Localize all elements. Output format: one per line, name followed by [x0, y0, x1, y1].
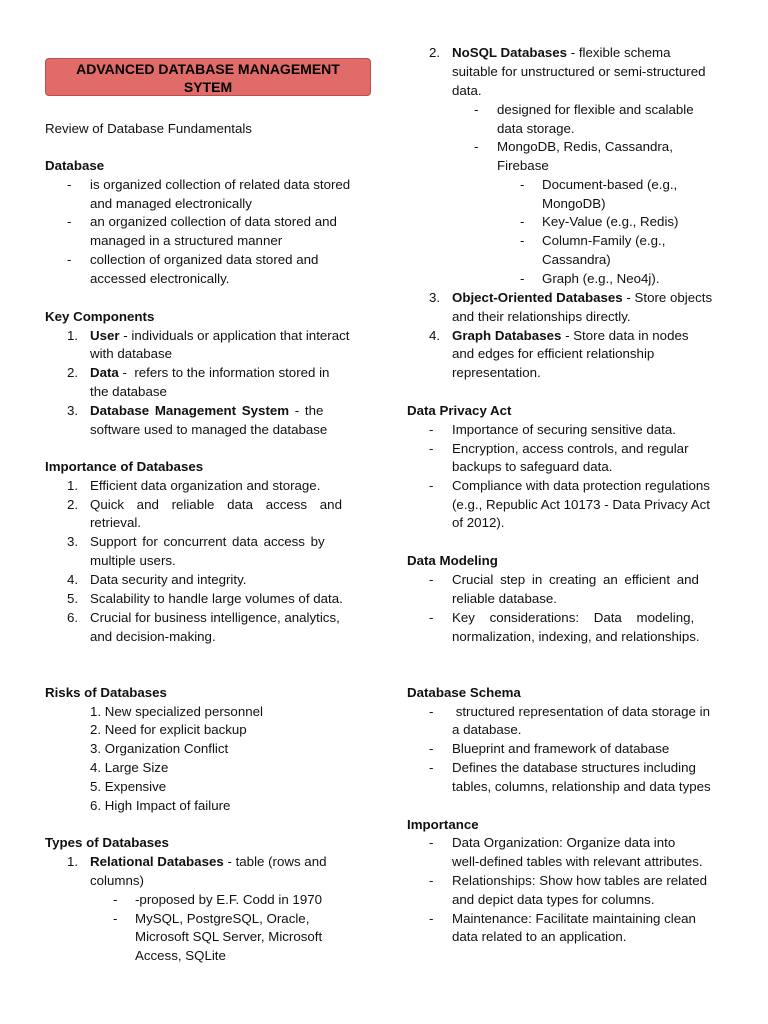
term: Object-Oriented Databases [452, 290, 623, 305]
term-desc: - the [289, 403, 324, 418]
bullet-dash: - [113, 911, 118, 926]
bullet-dash: - [429, 422, 434, 437]
list-number: 3. [429, 290, 441, 305]
term-desc: - individuals or application that interact [119, 328, 350, 343]
list-item: Relationships: Show how tables are related [452, 873, 708, 888]
list-item: Data Organization: Organize data into [452, 835, 676, 850]
bullet-dash: - [429, 741, 434, 756]
list-item: Crucial for business intelligence, analytics, [90, 610, 340, 625]
term-desc: - Store data in nodes [561, 328, 689, 343]
list-number: 2. [67, 365, 79, 380]
list-item: tables, columns, relationship and data types [452, 779, 711, 794]
list-item: -proposed by E.F. Codd in 1970 [135, 892, 323, 907]
list-item: well-defined tables with relevant attributes. [452, 854, 703, 869]
list-item: representation. [452, 365, 541, 380]
list-item: Support for concurrent data access by [90, 534, 325, 549]
term: Data [90, 365, 119, 380]
list-item: suitable for unstructured or semi-structured [452, 64, 706, 79]
risks-heading: Risks of Databases [45, 685, 167, 700]
list-number: 6. [67, 610, 79, 625]
bullet-dash: - [67, 252, 72, 267]
list-item: retrieval. [90, 515, 141, 530]
bullet-dash: - [429, 911, 434, 926]
list-item: backups to safeguard data. [452, 459, 613, 474]
bullet-dash: - [67, 177, 72, 192]
list-item: Column-Family (e.g., [542, 233, 666, 248]
list-item: reliable database. [452, 591, 557, 606]
list-item: Blueprint and framework of database [452, 741, 670, 756]
list-number: 2. [429, 45, 441, 60]
list-number: 4. [67, 572, 79, 587]
list-item: data storage. [497, 121, 575, 136]
modeling-heading: Data Modeling [407, 553, 498, 568]
list-item: 1. New specialized personnel [90, 704, 263, 719]
list-number: 2. [67, 497, 79, 512]
bullet-dash: - [520, 214, 525, 229]
term-desc: - table (rows and [223, 854, 327, 869]
bullet-dash: - [429, 441, 434, 456]
list-item: Key-Value (e.g., Redis) [542, 214, 679, 229]
list-number: 3. [67, 534, 79, 549]
document-title [45, 58, 371, 96]
term: Graph Databases [452, 328, 562, 343]
list-item: 3. Organization Conflict [90, 741, 229, 756]
list-number: 1. [67, 478, 79, 493]
list-item: Compliance with data protection regulations [452, 478, 710, 493]
bullet-dash: - [474, 139, 479, 154]
list-number: 4. [429, 328, 441, 343]
list-item: and edges for efficient relationship [452, 346, 655, 361]
list-item: Defines the database structures including [452, 760, 696, 775]
list-item: Access, SQLite [135, 948, 226, 963]
list-item: Crucial step in creating an efficient and [452, 572, 699, 587]
list-item: Firebase [497, 158, 549, 173]
bullet-dash: - [429, 704, 434, 719]
list-item: Cassandra) [542, 252, 611, 267]
list-number: 3. [67, 403, 79, 418]
list-item: an organized collection of data stored and [90, 214, 337, 229]
list-item: data related to an application. [452, 929, 627, 944]
list-item: 2. Need for explicit backup [90, 722, 247, 737]
list-item: of 2012). [452, 515, 505, 530]
list-item: MySQL, PostgreSQL, Oracle, [135, 911, 310, 926]
list-item [90, 327, 349, 346]
list-item: Graph (e.g., Neo4j). [542, 271, 660, 286]
list-item: 4. Large Size [90, 760, 169, 775]
bullet-dash: - [429, 760, 434, 775]
list-item: Data security and integrity. [90, 572, 247, 587]
term: Relational Databases [90, 854, 224, 869]
list-number: 1. [67, 328, 79, 343]
list-number: 5. [67, 591, 79, 606]
list-item: Key considerations: Data modeling, [452, 610, 695, 625]
bullet-dash: - [429, 572, 434, 587]
list-item: data. [452, 83, 482, 98]
list-item: Quick and reliable data access and [90, 497, 342, 512]
privacy-heading: Data Privacy Act [407, 403, 512, 418]
term: NoSQL Databases [452, 45, 568, 60]
bullet-dash: - [474, 102, 479, 117]
list-item: Encryption, access controls, and regular [452, 441, 689, 456]
term: Database Management System [90, 403, 290, 418]
list-item: and depict data types for columns. [452, 892, 655, 907]
list-item [452, 327, 689, 346]
term-desc: - Store objects [622, 290, 713, 305]
list-item: MongoDB) [542, 196, 606, 211]
database-heading: Database [45, 158, 105, 173]
importance-heading: Importance [407, 817, 479, 832]
list-item: software used to managed the database [90, 422, 328, 437]
list-item: and their relationships directly. [452, 309, 631, 324]
list-item: accessed electronically. [90, 271, 230, 286]
list-item: Efficient data organization and storage. [90, 478, 321, 493]
list-item: Importance of securing sensitive data. [452, 422, 676, 437]
list-item: multiple users. [90, 553, 176, 568]
list-number: 1. [67, 854, 79, 869]
list-item: structured representation of data storage in [452, 704, 710, 719]
list-item: collection of organized data stored and [90, 252, 319, 267]
list-item [90, 364, 329, 383]
list-item [90, 853, 327, 872]
list-item: with database [90, 346, 173, 361]
list-item: designed for flexible and scalable [497, 102, 694, 117]
title-line-2: SYTEM [183, 79, 233, 95]
list-item: columns) [90, 873, 144, 888]
bullet-dash: - [520, 271, 525, 286]
bullet-dash: - [429, 835, 434, 850]
bullet-dash: - [429, 478, 434, 493]
importance-db-heading: Importance of Databases [45, 459, 204, 474]
review-subtitle: Review of Database Fundamentals [45, 121, 252, 136]
list-item: Scalability to handle large volumes of data. [90, 591, 343, 606]
list-item: normalization, indexing, and relationships. [452, 629, 700, 644]
list-item: (e.g., Republic Act 10173 - Data Privacy Act [452, 497, 710, 512]
list-item: a database. [452, 722, 522, 737]
list-item: Microsoft SQL Server, Microsoft [135, 929, 323, 944]
list-item: and managed electronically [90, 196, 252, 211]
list-item: the database [90, 384, 167, 399]
list-item: MongoDB, Redis, Cassandra, [497, 139, 673, 154]
list-item: Document-based (e.g., [542, 177, 678, 192]
bullet-dash: - [67, 214, 72, 229]
bullet-dash: - [113, 892, 118, 907]
term: User [90, 328, 120, 343]
list-item [452, 289, 712, 308]
list-item: managed in a structured manner [90, 233, 283, 248]
bullet-dash: - [429, 610, 434, 625]
list-item: and decision-making. [90, 629, 216, 644]
types-heading: Types of Databases [45, 835, 169, 850]
list-item: 5. Expensive [90, 779, 167, 794]
term-desc: - flexible schema [567, 45, 671, 60]
list-item: 6. High Impact of failure [90, 798, 231, 813]
bullet-dash: - [520, 177, 525, 192]
list-item [90, 402, 323, 421]
key-components-heading: Key Components [45, 309, 155, 324]
list-item: Maintenance: Facilitate maintaining clean [452, 911, 696, 926]
list-item: is organized collection of related data stored [90, 177, 351, 192]
schema-heading: Database Schema [407, 685, 521, 700]
bullet-dash: - [429, 873, 434, 888]
bullet-dash: - [520, 233, 525, 248]
title-line-1: ADVANCED DATABASE MANAGEMENT [76, 61, 340, 77]
list-item [452, 44, 671, 63]
term-desc: - refers to the information stored in [118, 365, 330, 380]
